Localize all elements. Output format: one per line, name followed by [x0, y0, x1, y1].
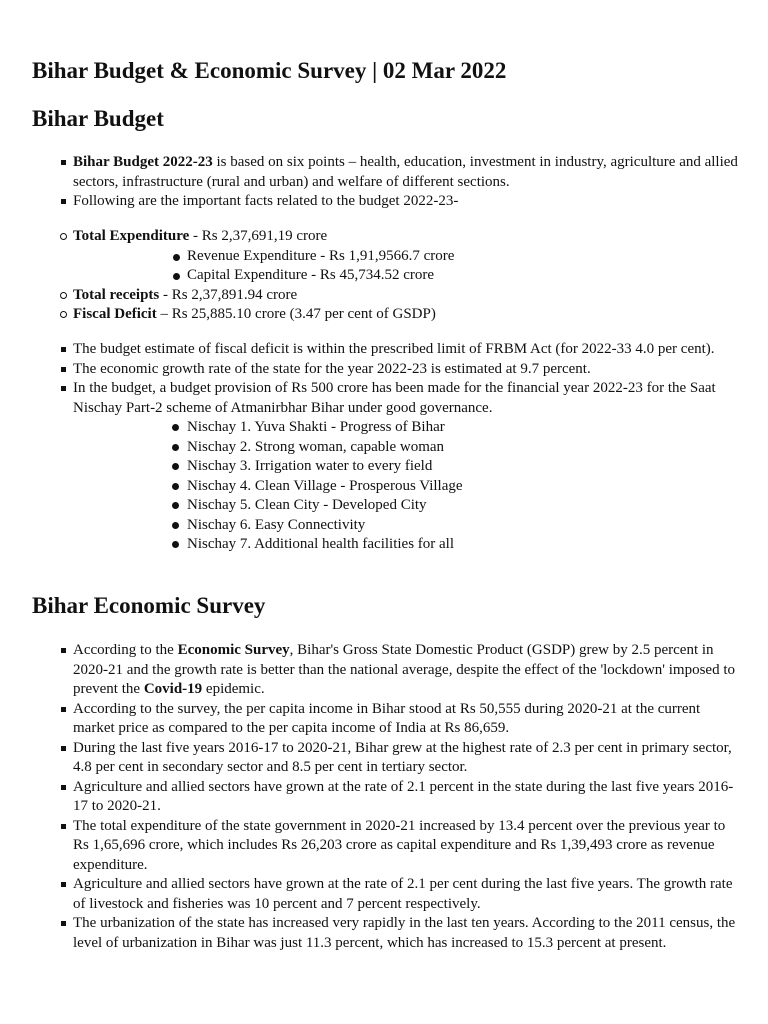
list-item: The economic growth rate of the state for the year 2022-23 is estimated at 9.7 percent. — [0, 360, 768, 380]
list-item: According to the survey, the per capita income in Bihar stood at Rs 50,555 during 2020-21 at the current market price as compared to the per capita income of India at Rs 86,659. — [0, 700, 768, 739]
list-item: In the budget, a budget provision of Rs 500 crore has been made for the financial year 2022-23 for the Saat Nischay Part-2 scheme of Atmanirbhar Bihar under good governance. Nischay 1. Yuva Shakti - Progress of Bihar Nischay 2. Strong woman, capable woman Nischay 3. Irrigation water to every field Nischay 4. Clean Village - Prosperous Village Nischay 5. Clean City - Developed City Nischay 6. Easy Connectivity Nischay 7. Additional health facilities for all — [0, 379, 768, 555]
list-item: The urbanization of the state has increased very rapidly in the last ten years. According to the 2011 census, the level of urbanization in Bihar was just 11.3 percent, which has increased to 15.3 percent at present. — [0, 914, 768, 953]
bold-term: Total Expenditure — [73, 228, 190, 244]
list-item: Fiscal Deficit – Rs 25,885.10 crore (3.47 per cent of GSDP) — [0, 305, 768, 325]
list-item: Bihar Budget 2022-23 is based on six points – health, education, investment in industry, agriculture and allied sectors, infrastructure (rural and urban) and welfare of different sections. — [0, 153, 768, 192]
list-item: Nischay 5. Clean City - Developed City — [73, 496, 738, 516]
list-item: According to the Economic Survey, Bihar's Gross State Domestic Product (GSDP) grew by 2.5 percent in 2020-21 and the growth rate is better than the national average, despite the effect of the 'lockdown' imposed to prevent the Covid-19 epidemic. — [0, 641, 768, 700]
list-item: Agriculture and allied sectors have grown at the rate of 2.1 percent in the state during the last five years 2016-17 to 2020-21. — [0, 778, 768, 817]
budget-facts-list — [0, 227, 768, 325]
list-item: The total expenditure of the state government in 2020-21 increased by 13.4 percent over the previous year to Rs 1,65,696 crore, which includes Rs 26,203 crore as capital expenditure and Rs 1,39,493 crore as revenue expenditure. — [0, 817, 768, 876]
list-item: Nischay 1. Yuva Shakti - Progress of Bihar — [73, 418, 738, 438]
bold-term: Economic Survey — [177, 642, 290, 658]
section-heading-budget: Bihar Budget — [32, 106, 164, 131]
list-item: Nischay 6. Easy Connectivity — [73, 516, 738, 536]
budget-points-list — [0, 340, 768, 555]
list-item: Agriculture and allied sectors have grown at the rate of 2.1 per cent during the last five years. The growth rate of livestock and fisheries was 10 percent and 7 percent respectively. — [0, 875, 768, 914]
list-item: Total Expenditure - Rs 2,37,691,19 crore Revenue Expenditure - Rs 1,91,9566.7 crore Capital Expenditure - Rs 45,734.52 crore — [0, 227, 768, 286]
list-item: Revenue Expenditure - Rs 1,91,9566.7 crore — [73, 247, 768, 267]
list-item: The budget estimate of fiscal deficit is within the prescribed limit of FRBM Act (for 2022-33 4.0 per cent). — [0, 340, 768, 360]
budget-intro-list — [0, 153, 768, 212]
list-item: Nischay 4. Clean Village - Prosperous Village — [73, 477, 738, 497]
nischay-list — [73, 418, 738, 555]
list-item: During the last five years 2016-17 to 2020-21, Bihar grew at the highest rate of 2.3 per cent in primary sector, 4.8 per cent in secondary sector and 8.5 per cent in tertiary sector. — [0, 739, 768, 778]
list-item: Nischay 7. Additional health facilities for all — [73, 535, 738, 555]
section-heading-survey: Bihar Economic Survey — [32, 593, 266, 618]
bold-term: Covid-19 — [143, 681, 203, 697]
survey-points-list — [0, 641, 768, 953]
list-item: Total receipts - Rs 2,37,891.94 crore — [0, 286, 768, 306]
bold-term: Bihar Budget 2022-23 — [73, 154, 213, 170]
list-item: Capital Expenditure - Rs 45,734.52 crore — [73, 266, 768, 286]
bold-term: Total receipts — [73, 286, 160, 303]
expenditure-sub-list — [73, 247, 768, 286]
list-item: Nischay 2. Strong woman, capable woman — [73, 438, 738, 458]
page-title: Bihar Budget & Economic Survey | 02 Mar 2022 — [32, 58, 507, 83]
list-item: Nischay 3. Irrigation water to every field — [73, 457, 738, 477]
list-item: Following are the important facts related to the budget 2022-23- — [0, 192, 768, 212]
bold-term: Fiscal Deficit — [73, 306, 157, 322]
